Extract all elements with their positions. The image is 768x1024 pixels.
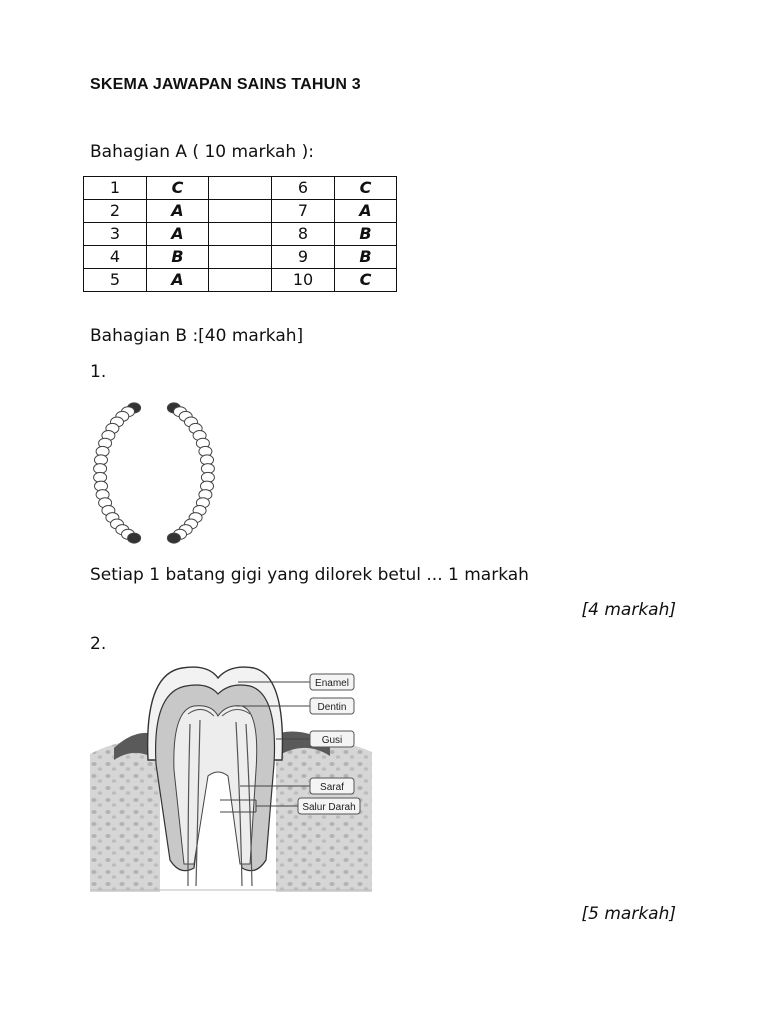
answer-letter: C <box>335 269 397 292</box>
dental-arch-diagram <box>88 392 220 554</box>
question-1-number: 1. <box>90 362 107 382</box>
table-row <box>84 177 397 200</box>
arch-tooth <box>128 533 141 543</box>
tooth-cross-section-diagram <box>90 664 372 892</box>
answer-letter: B <box>147 246 209 269</box>
answer-letter: B <box>335 223 397 246</box>
label-gusi-text: Gusi <box>321 735 343 746</box>
label-saraf <box>310 778 354 794</box>
arch-teeth <box>94 403 215 543</box>
empty-cell <box>209 177 272 200</box>
question-number: 2 <box>84 200 147 223</box>
question-1-note: Setiap 1 batang gigi yang dilorek betul ... 1 markah <box>90 565 529 585</box>
question-2-marks: [5 markah] <box>581 904 676 924</box>
answer-letter: B <box>335 246 397 269</box>
label-salur-darah-text: Salur Darah <box>302 802 356 813</box>
question-number: 1 <box>84 177 147 200</box>
question-number: 7 <box>272 200 335 223</box>
question-1-marks: [4 markah] <box>581 600 676 620</box>
question-number: 3 <box>84 223 147 246</box>
empty-cell <box>209 200 272 223</box>
arch-tooth <box>167 533 180 543</box>
table-row <box>84 200 397 223</box>
table-row <box>84 269 397 292</box>
question-number: 5 <box>84 269 147 292</box>
label-dentin-text: Dentin <box>317 702 347 713</box>
label-enamel <box>310 674 354 690</box>
bone-right <box>276 740 372 892</box>
label-enamel-text: Enamel <box>315 678 349 689</box>
question-number: 4 <box>84 246 147 269</box>
question-number: 8 <box>272 223 335 246</box>
section-a-heading: Bahagian A ( 10 markah ): <box>90 142 314 162</box>
empty-cell <box>209 223 272 246</box>
answer-letter: A <box>335 200 397 223</box>
table-row <box>84 246 397 269</box>
answer-letter: A <box>147 223 209 246</box>
empty-cell <box>209 246 272 269</box>
label-salur-darah <box>298 798 360 814</box>
question-number: 10 <box>272 269 335 292</box>
answer-table <box>83 176 397 292</box>
page-title: SKEMA JAWAPAN SAINS TAHUN 3 <box>90 76 361 93</box>
label-gusi <box>310 731 354 747</box>
answer-letter: C <box>147 177 209 200</box>
answer-letter: A <box>147 269 209 292</box>
question-2-number: 2. <box>90 634 107 654</box>
empty-cell <box>209 269 272 292</box>
label-saraf-text: Saraf <box>320 782 344 793</box>
table-row <box>84 223 397 246</box>
answer-letter: C <box>335 177 397 200</box>
bone-left <box>90 741 160 892</box>
pulp <box>174 706 257 864</box>
question-number: 9 <box>272 246 335 269</box>
label-dentin <box>310 698 354 714</box>
question-number: 6 <box>272 177 335 200</box>
section-b-heading: Bahagian B :[40 markah] <box>90 326 304 346</box>
answer-letter: A <box>147 200 209 223</box>
